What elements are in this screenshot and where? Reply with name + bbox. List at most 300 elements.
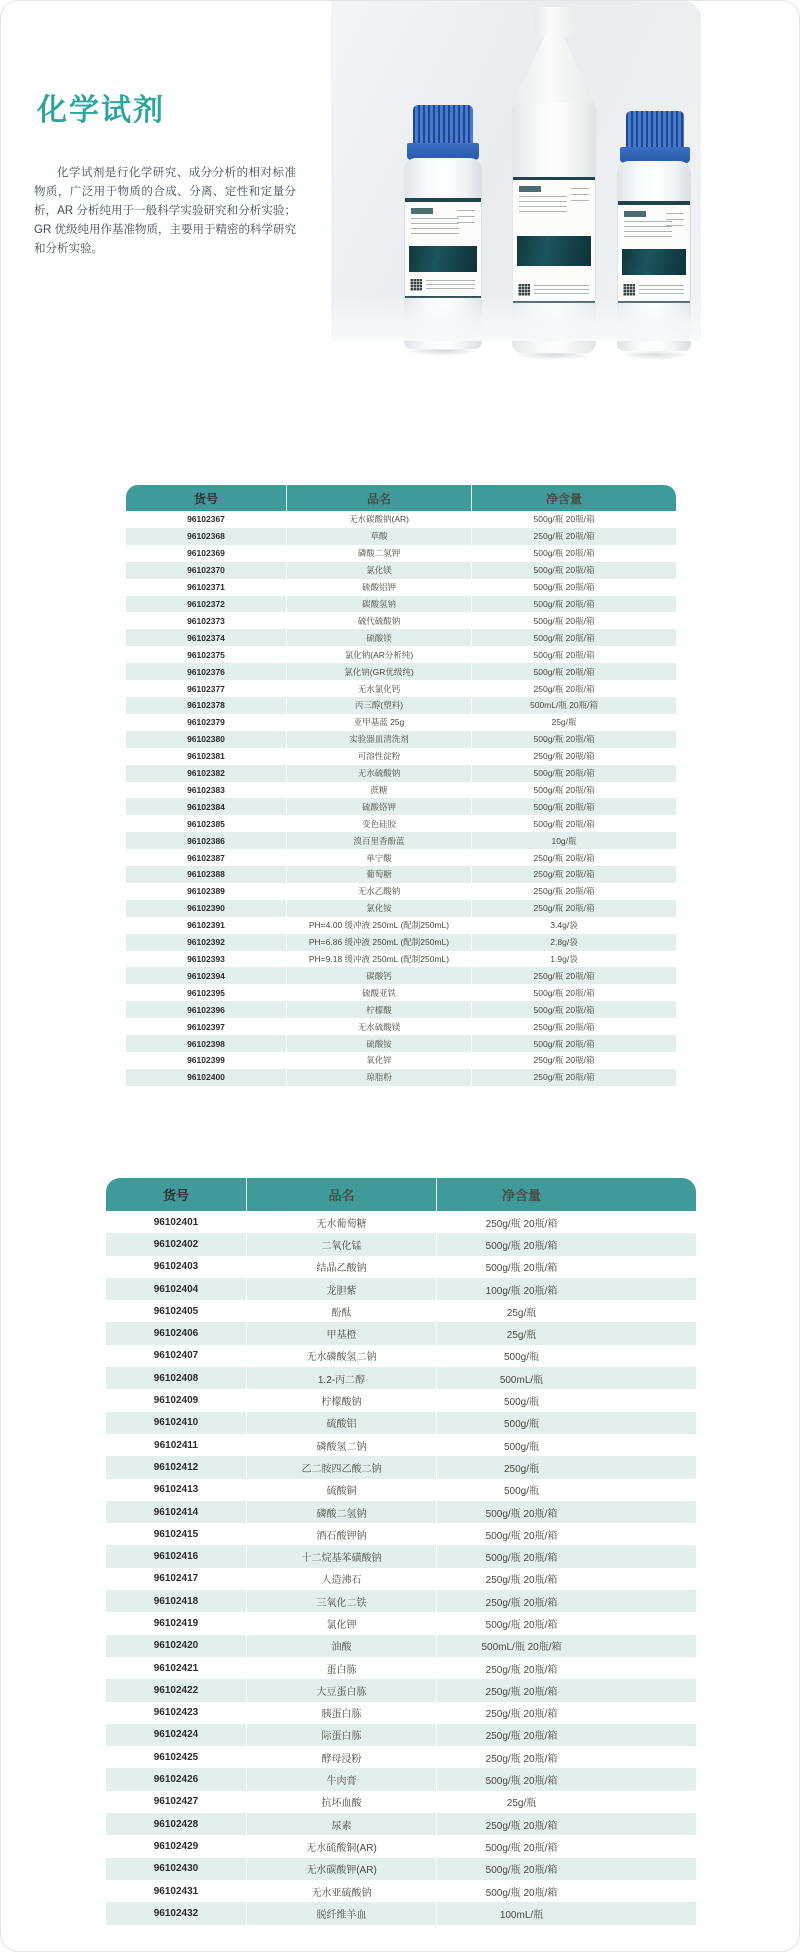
cell-name: 氧化锌 [286,1052,471,1069]
cell-quantity: 500g/瓶 20瓶/箱 [471,612,676,629]
cell-name: 无水硫酸铜(AR) [246,1835,436,1857]
page-description: 化学试剂是行化学研究、成分分析的相对标准物质，广泛用于物质的合成、分离、定性和定量分析，AR 分析纯用于一般科学实验研究和分析实验；GR 优级纯用作基准物质，主要用于精密的科学研究和分析实验。 [34,167,296,255]
cell-quantity: 250g/瓶 20瓶/箱 [436,1724,696,1746]
product-photo [331,1,701,341]
cell-quantity: 500g/瓶 20瓶/箱 [471,663,676,680]
table-row [126,596,676,613]
cell-name: 甲基橙 [246,1322,436,1344]
cell-code: 96102399 [187,1055,225,1066]
cell-name: 酒石酸钾钠 [246,1523,436,1545]
cell-quantity: 500g/瓶 [436,1345,696,1367]
cell-quantity: 250g/瓶 20瓶/箱 [436,1746,696,1768]
table-row [126,900,676,917]
column-header-quantity: 净含量 [436,1178,696,1211]
table-row [106,1657,696,1679]
cell-name: 硫酸铝 [246,1412,436,1434]
cell-quantity: 250g/瓶 20瓶/箱 [471,883,676,900]
cell-quantity: 250g/瓶 20瓶/箱 [471,1069,676,1086]
table-row [106,1300,696,1322]
cell-code: 96102372 [187,598,225,609]
cell-name: 十二烷基苯磺酸钠 [246,1545,436,1567]
cell-name: 碳酸钙 [286,967,471,984]
cell-quantity: 250g/瓶 20瓶/箱 [436,1211,696,1233]
cell-code: 96102388 [187,869,225,880]
cell-quantity: 500g/瓶 20瓶/箱 [436,1835,696,1857]
cell-code: 96102382 [187,768,225,779]
table-row [106,1768,696,1790]
table-row [126,511,676,528]
table-row [126,629,676,646]
table-row [106,1233,696,1255]
cell-code: 96102381 [187,751,225,762]
table-row [106,1523,696,1545]
cell-quantity: 100mL/瓶 [436,1902,696,1924]
table-row [106,1679,696,1701]
cell-code: 96102421 [153,1662,199,1674]
cell-code: 96102412 [153,1461,199,1473]
table-row [126,646,676,663]
bottle-cap [413,105,473,145]
cell-code: 96102406 [153,1328,199,1340]
cell-code: 96102395 [187,987,225,998]
cell-quantity: 250g/瓶 20瓶/箱 [471,900,676,917]
cell-code: 96102410 [153,1417,199,1429]
cell-code: 96102371 [187,582,225,593]
table-row [126,951,676,968]
column-header-code: 货号 [193,491,218,506]
cell-code: 96102400 [187,1072,225,1083]
table-row [126,731,676,748]
cell-name: 氯化镁 [286,562,471,579]
cell-code: 96102419 [153,1617,199,1629]
cell-quantity: 25g/瓶 [471,714,676,731]
cell-quantity: 250g/瓶 20瓶/箱 [436,1590,696,1612]
cell-name: 无水磷酸氢二钠 [246,1345,436,1367]
label-address-lines [534,285,589,295]
cell-name: 氯化铵 [286,900,471,917]
cell-code: 96102374 [187,632,225,643]
cell-code: 96102401 [153,1216,199,1228]
cell-code: 96102368 [187,531,225,542]
cell-code: 96102402 [153,1238,199,1250]
bottle-neck [512,35,596,105]
cell-quantity: 500g/瓶 20瓶/箱 [471,629,676,646]
cell-code: 96102430 [153,1863,199,1875]
cell-quantity: 500g/瓶 20瓶/箱 [436,1545,696,1567]
table-row [106,1813,696,1835]
cell-code: 96102398 [187,1038,225,1049]
column-header-name: 品名 [286,485,471,511]
cell-quantity: 2.8g/袋 [471,934,676,951]
cell-quantity: 500g/瓶 20瓶/箱 [436,1523,696,1545]
label-logo [411,208,433,214]
reagent-table-2 [106,1178,696,1925]
cell-name: 磷酸二氢钠 [246,1501,436,1523]
cell-quantity: 250g/瓶 20瓶/箱 [471,748,676,765]
label-side-lines [666,213,684,227]
cell-quantity: 500g/瓶 20瓶/箱 [471,596,676,613]
table-row [126,748,676,765]
cell-quantity: 500g/瓶 [436,1412,696,1434]
cell-name: 氯化钠(GR优级纯) [286,663,471,680]
cell-name: 无水硫酸钠 [286,765,471,782]
cell-code: 96102386 [187,835,225,846]
cell-quantity: 500g/瓶 [436,1434,696,1456]
cell-code: 96102404 [153,1283,199,1295]
cell-code: 96102377 [187,683,225,694]
table-row [106,1501,696,1523]
cell-name: 牛肉膏 [246,1768,436,1790]
table-row [106,1835,696,1857]
cell-name: 无水硫酸镁 [286,1018,471,1035]
table-row [106,1902,696,1924]
cell-code: 96102407 [153,1350,199,1362]
cell-quantity: 250g/瓶 [436,1456,696,1478]
cell-code: 96102394 [187,970,225,981]
label-text-lines [411,218,459,238]
cell-quantity: 250g/瓶 20瓶/箱 [436,1679,696,1701]
bottle-label [618,201,690,303]
bottle-cap [535,7,573,37]
cell-name: 硫酸铜 [246,1479,436,1501]
cell-quantity: 500g/瓶 20瓶/箱 [471,562,676,579]
table-row [126,967,676,984]
table-row [106,1858,696,1880]
cell-code: 96102409 [153,1395,199,1407]
cell-name: 龙胆紫 [246,1278,436,1300]
cell-quantity: 500g/瓶 [436,1479,696,1501]
cell-name: 溴百里香酚蓝 [286,832,471,849]
table-row [106,1434,696,1456]
cell-quantity: 500g/瓶 20瓶/箱 [436,1768,696,1790]
cell-quantity: 250g/瓶 20瓶/箱 [471,528,676,545]
table-row [126,832,676,849]
table-row [126,562,676,579]
cell-name: 硫酸铵 [286,1035,471,1052]
cell-code: 96102383 [187,784,225,795]
cell-quantity: 500g/瓶 20瓶/箱 [471,815,676,832]
cell-name: 无水碳酸钠(AR) [286,511,471,528]
cell-code: 96102370 [187,565,225,576]
cell-quantity: 250g/瓶 20瓶/箱 [471,849,676,866]
cell-code: 96102369 [187,548,225,559]
cell-code: 96102432 [153,1907,199,1919]
cell-quantity: 25g/瓶 [436,1300,696,1322]
cell-name: 酚酞 [246,1300,436,1322]
table-row [126,1069,676,1086]
cell-quantity: 500g/瓶 20瓶/箱 [471,798,676,815]
cell-name: 硫酸铬钾 [286,798,471,815]
cell-code: 96102415 [153,1528,199,1540]
table-row [126,798,676,815]
cell-name: 硫酸铝钾 [286,579,471,596]
cell-name: 二氧化锰 [246,1233,436,1255]
cell-name: 亚甲基蓝 25g [286,714,471,731]
table-row [126,866,676,883]
table-row [126,528,676,545]
table-row [126,917,676,934]
cell-code: 96102379 [187,717,225,728]
cell-name: 草酸 [286,528,471,545]
cell-name: 油酸 [246,1635,436,1657]
table-row [106,1724,696,1746]
cell-quantity: 500mL/瓶 [436,1367,696,1389]
cell-code: 96102376 [187,666,225,677]
cell-code: 96102378 [187,700,225,711]
table-row [126,697,676,714]
column-header-quantity: 净含量 [471,485,676,511]
table-row [106,1635,696,1657]
table-row [106,1278,696,1300]
cell-quantity: 500g/瓶 20瓶/箱 [471,731,676,748]
cell-name: 无水亚硫酸钠 [246,1880,436,1902]
table-row [106,1479,696,1501]
column-header-code: 货号 [162,1188,189,1203]
cell-quantity: 100g/瓶 20瓶/箱 [436,1278,696,1300]
cell-code: 96102426 [153,1774,199,1786]
cell-name: 硫代硫酸钠 [286,612,471,629]
cell-quantity: 500mL/瓶 20瓶/箱 [436,1635,696,1657]
cell-name: 1.2-丙二醇 [246,1367,436,1389]
cell-code: 96102405 [153,1305,199,1317]
cell-code: 96102403 [153,1261,199,1273]
cell-quantity: 500g/瓶 20瓶/箱 [471,511,676,528]
cell-name: 际蛋白胨 [246,1724,436,1746]
cell-code: 96102390 [187,903,225,914]
table-row [106,1880,696,1902]
cell-quantity: 500g/瓶 20瓶/箱 [436,1858,696,1880]
table-row [106,1389,696,1411]
label-logo [519,186,541,192]
label-dark-band [517,236,591,266]
bottle-label [513,177,595,303]
cell-quantity: 250g/瓶 20瓶/箱 [436,1568,696,1590]
cell-quantity: 500g/瓶 20瓶/箱 [436,1612,696,1634]
table-row [106,1412,696,1434]
cell-quantity: 10g/瓶 [471,832,676,849]
cell-name: 葡萄糖 [286,866,471,883]
cell-name: 实验器皿清洗剂 [286,731,471,748]
page-title: 化学试剂 [37,94,165,127]
cell-code: 96102408 [153,1372,199,1384]
table-row [106,1612,696,1634]
bottle-shadow [620,350,690,360]
column-header-name: 品名 [246,1178,436,1211]
cell-code: 96102375 [187,649,225,660]
cell-code: 96102396 [187,1004,225,1015]
table-row [106,1702,696,1724]
table-row [126,612,676,629]
table-row [126,1001,676,1018]
cell-quantity: 1.9g/袋 [471,951,676,968]
table-row [106,1568,696,1590]
cell-code: 96102391 [187,920,225,931]
bottle-cap [626,111,684,149]
cell-code: 96102427 [153,1796,199,1808]
cell-quantity: 500g/瓶 [436,1389,696,1411]
table-row [126,1052,676,1069]
cell-quantity: 250g/瓶 20瓶/箱 [471,1018,676,1035]
label-logo [624,211,646,217]
label-side-lines [571,188,589,202]
cell-code: 96102393 [187,954,225,965]
label-text-lines [519,196,567,216]
cell-code: 96102411 [154,1439,198,1451]
bottle-label [405,198,481,298]
cell-code: 96102420 [153,1640,199,1652]
cell-name: 碳酸氢钠 [286,596,471,613]
cell-code: 96102429 [153,1840,199,1852]
table-row [106,1322,696,1344]
label-address-lines [426,280,475,290]
table-row [126,714,676,731]
table-row [126,984,676,1001]
cell-name: 人造沸石 [246,1568,436,1590]
cell-code: 96102413 [153,1484,199,1496]
cell-code: 96102424 [153,1729,199,1741]
table-body [106,1211,696,1925]
cell-code: 96102416 [153,1551,199,1563]
cell-code: 96102367 [187,514,225,525]
cell-name: 硫酸镁 [286,629,471,646]
cell-code: 96102392 [187,937,225,948]
cell-code: 96102389 [187,886,225,897]
cell-code: 96102428 [153,1818,199,1830]
cell-name: 尿素 [246,1813,436,1835]
table-row [106,1791,696,1813]
cell-name: 胰蛋白胨 [246,1702,436,1724]
table-row [106,1456,696,1478]
table-row [126,663,676,680]
table-row [126,815,676,832]
qr-code [410,279,422,291]
cell-name: 无水乙酸钠 [286,883,471,900]
cell-name: 乙二胺四乙酸二钠 [246,1456,436,1478]
cell-quantity: 250g/瓶 20瓶/箱 [436,1702,696,1724]
label-text-lines [624,221,672,241]
table-header-row [106,1178,696,1211]
table-row [126,934,676,951]
cell-code: 96102431 [153,1885,199,1897]
cell-name: 脱纤维羊血 [246,1902,436,1924]
cell-code: 96102422 [153,1684,199,1696]
cell-code: 96102380 [187,734,225,745]
table-row [106,1211,696,1233]
cell-quantity: 500mL/瓶 20瓶/箱 [471,697,676,714]
cell-quantity: 500g/瓶 20瓶/箱 [436,1501,696,1523]
reagent-table-1 [126,485,676,1086]
cell-quantity: 250g/瓶 20瓶/箱 [436,1813,696,1835]
cell-code: 96102385 [187,818,225,829]
cell-code: 96102387 [187,852,225,863]
cell-code: 96102425 [153,1751,199,1763]
cell-name: 单宁酸 [286,849,471,866]
cell-name: 硫酸亚铁 [286,984,471,1001]
cell-name: 磷酸二氢钾 [286,545,471,562]
label-dark-band [409,246,477,272]
cell-name: 无水氯化钙 [286,680,471,697]
cell-quantity: 25g/瓶 [436,1791,696,1813]
cell-code: 96102397 [187,1021,225,1032]
cell-quantity: 250g/瓶 20瓶/箱 [471,866,676,883]
cell-quantity: 500g/瓶 20瓶/箱 [471,765,676,782]
cell-quantity: 250g/瓶 20瓶/箱 [471,680,676,697]
cell-name: PH=4.00 缓冲液 250mL (配制250mL) [286,917,471,934]
table-row [126,765,676,782]
table-row [106,1746,696,1768]
cell-code: 96102423 [153,1707,199,1719]
cell-name: 蔗糖 [286,782,471,799]
cell-code: 96102373 [187,615,225,626]
table-row [106,1367,696,1389]
cell-name: 氯化钠(AR分析纯) [286,646,471,663]
photo-floor-fade [331,295,701,341]
table-row [106,1590,696,1612]
cell-code: 96102417 [153,1573,199,1585]
table-body [126,511,676,1086]
cell-quantity: 500g/瓶 20瓶/箱 [471,984,676,1001]
table-row [126,782,676,799]
cell-quantity: 3.4g/袋 [471,917,676,934]
cell-quantity: 500g/瓶 20瓶/箱 [436,1880,696,1902]
table-row [126,680,676,697]
cell-name: 无水碳酸钾(AR) [246,1858,436,1880]
cell-quantity: 500g/瓶 20瓶/箱 [436,1256,696,1278]
table-row [126,545,676,562]
cell-name: PH=9.18 缓冲液 250mL (配制250mL) [286,951,471,968]
cell-quantity: 250g/瓶 20瓶/箱 [471,967,676,984]
cell-name: 无水葡萄糖 [246,1211,436,1233]
cell-code: 96102418 [153,1595,199,1607]
cell-quantity: 250g/瓶 20瓶/箱 [436,1657,696,1679]
cell-name: 抗坏血酸 [246,1791,436,1813]
cell-quantity: 500g/瓶 20瓶/箱 [471,1035,676,1052]
cell-name: 磷酸氢二钠 [246,1434,436,1456]
cell-name: 三氧化二铁 [246,1590,436,1612]
cell-name: 大豆蛋白胨 [246,1679,436,1701]
cell-code: 96102414 [153,1506,199,1518]
cell-name: PH=6.86 缓冲液 250mL (配制250mL) [286,934,471,951]
cell-code: 96102384 [187,801,225,812]
cell-name: 氯化钾 [246,1612,436,1634]
cell-quantity: 250g/瓶 20瓶/箱 [471,1052,676,1069]
cell-name: 可溶性淀粉 [286,748,471,765]
cell-quantity: 500g/瓶 20瓶/箱 [471,545,676,562]
label-side-lines [457,210,475,224]
cell-quantity: 25g/瓶 [436,1322,696,1344]
table-row [126,1035,676,1052]
cell-quantity: 500g/瓶 20瓶/箱 [471,646,676,663]
cell-quantity: 500g/瓶 20瓶/箱 [471,782,676,799]
cell-name: 柠檬酸钠 [246,1389,436,1411]
cell-quantity: 500g/瓶 20瓶/箱 [471,1001,676,1018]
cell-name: 酵母浸粉 [246,1746,436,1768]
label-address-lines [639,285,684,295]
cell-quantity: 500g/瓶 20瓶/箱 [436,1233,696,1255]
cell-name: 柠檬酸 [286,1001,471,1018]
table-row [106,1256,696,1278]
cell-name: 变色硅胶 [286,815,471,832]
table-row [106,1545,696,1567]
table-row [106,1345,696,1367]
table-row [126,579,676,596]
table-row [126,883,676,900]
table-row [126,849,676,866]
cell-name: 琼脂粉 [286,1069,471,1086]
table-row [126,1018,676,1035]
table-header-row [126,485,676,511]
cell-name: 蛋白胨 [246,1657,436,1679]
